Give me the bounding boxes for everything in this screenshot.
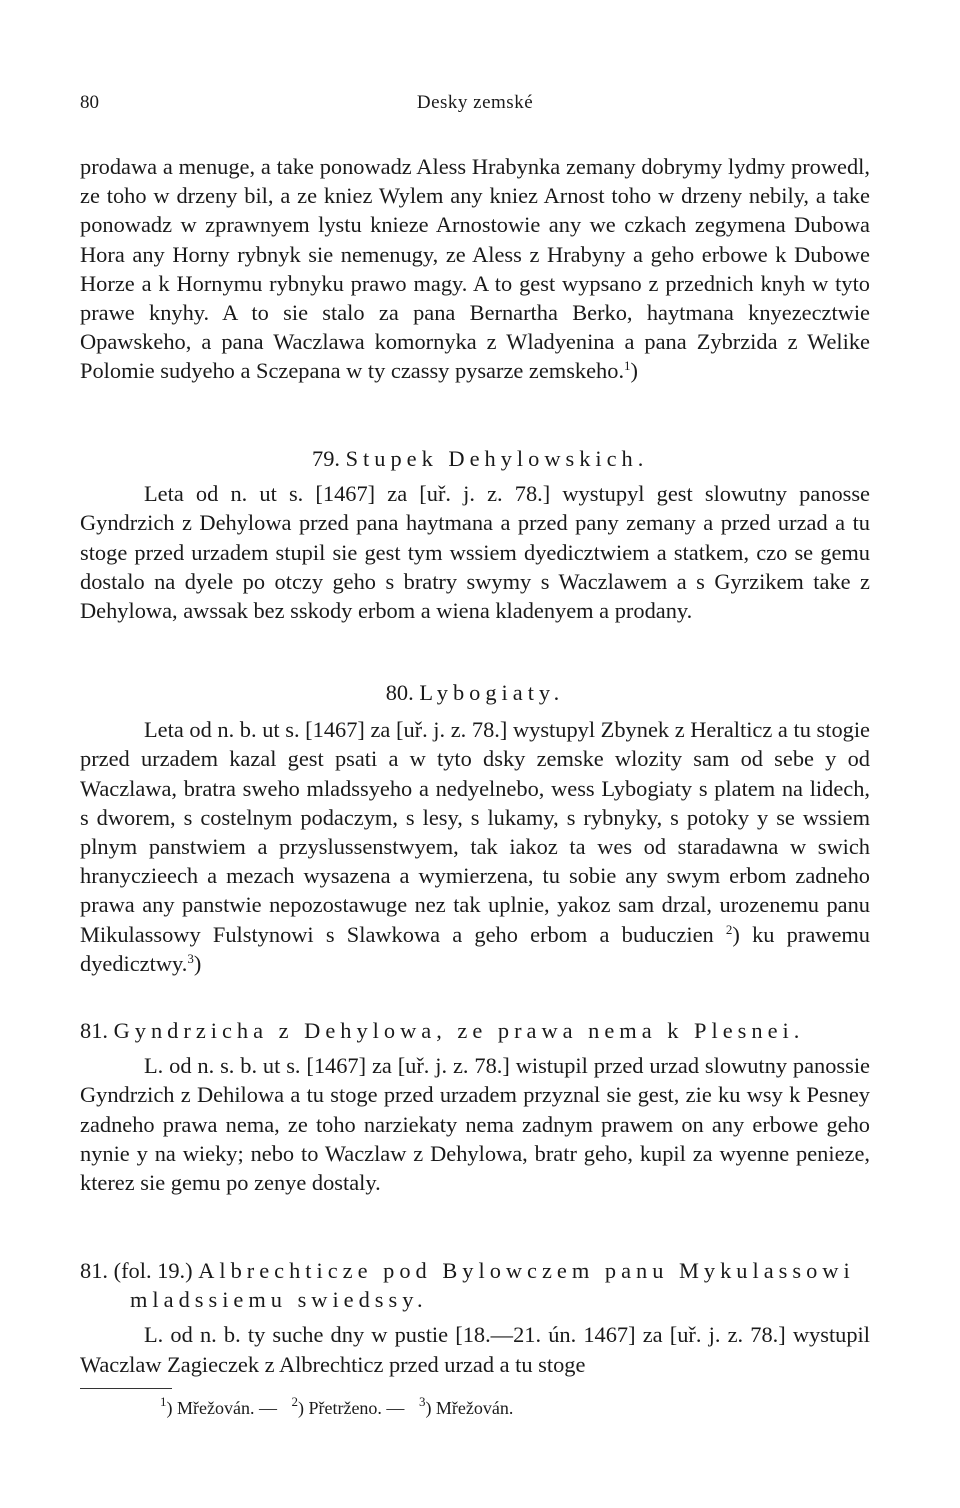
paragraph-continuation (80, 152, 870, 386)
running-title: Desky zemské (416, 92, 534, 113)
section-number: 81. (80, 1018, 108, 1043)
footnote-mark: 2 (291, 1394, 298, 1409)
page-header (80, 92, 870, 116)
section-text-cont: ) ku prawemu dyedicztwy. (80, 921, 870, 976)
section-79 (80, 444, 870, 625)
section-text: L. od n. s. b. ut s. [1467] za [uř. j. z. 78.] wistupil przed urzad slowutny panossie Gyndrzich z Dehilowa a tu stoge przed urzadem przyznal sie gest, zie ku wsy k Pesney zadneho prawa nema, ze toho narziekaty nema zadnym prawem on any erbowe geho nynie y na wieky; nebo to Waczlaw z Dehylowa, bratr geho, kupil za wyenne penieze, kterez sie gemu po zenye dostaly. (80, 1053, 870, 1196)
section-number: 80. (385, 680, 414, 705)
section-number: 81. (80, 1258, 108, 1283)
section-81-albrechticze (80, 1256, 870, 1379)
section-heading (80, 444, 870, 473)
footnote-ref-paren: ) (630, 358, 639, 384)
section-heading (80, 678, 870, 707)
footnote-mark: 1 (160, 1394, 167, 1409)
footnote-text: ) Mřežován. — (166, 1398, 277, 1418)
section-heading (80, 1016, 870, 1045)
footnote-mark: 3 (418, 1394, 426, 1409)
footnote-1 (160, 1396, 277, 1420)
footnote-divider (80, 1388, 172, 1389)
footnote-ref-paren: ) (193, 950, 202, 976)
footnote-3 (419, 1396, 513, 1420)
section-number: 79. (312, 446, 340, 471)
footnotes (160, 1396, 523, 1420)
paragraph-text: prodawa a menuge, a take ponowadz Aless Hrabynka zemany dobrymy lydmy prowedl, ze toho w drzeny bil, a ze kniez Wylem any kniez Arnost toho w drzeny nebily, a take ponowadz w zprawnyem lystu knieze Arnostowie any we czkach zegymena Dubowa Hora any Horny rybnyk sie nemenugy, ze Aless z Hrabyny a geho erbowe k Dubowe Horze a k Hornymu rybnyku prawo magy. A to gest wypsano z przednich knyh w tyto prawe knyhy. A to sie stalo za pana Bernartha Berko, haytmana knyezecztwie Opawskeho, a pana Waczlawa komornyka z Wladyenina a pana Zybrzida z Welike Polomie sudyeho a Sczepana w ty czassy pysarze zemskeho. (80, 154, 870, 384)
page-number: 80 (80, 92, 99, 113)
footnote-ref: 1 (624, 358, 631, 374)
section-title: Lybogiaty. (419, 680, 565, 705)
section-title: Stupek Dehylowskich. (345, 446, 649, 471)
section-81-plesnei (80, 1016, 870, 1197)
folio-ref: (fol. 19.) (113, 1258, 193, 1283)
section-80 (80, 678, 870, 978)
section-title: Gyndrzicha z Dehylowa, ze prawa nema k Plesnei. (113, 1018, 805, 1043)
footnote-ref: 3 (187, 950, 194, 966)
section-text: Leta od n. ut s. [1467] za [uř. j. z. 78.] wystupyl gest slowutny panosse Gyndrzich z Dehylowa przed pana haytmana a przed pany zemany a przed urzad a tu stoge przed urzadem stupil sie gest tym wssiem dyedicztwiem a statkem, czo se gemu dostalo na dyele po otczy geho s bratry swymy s Waczlawem a s Gyrzikem take z Dehylowa, awssak bez sskody erbom a wiena kladenyem a prodany. (80, 481, 870, 624)
section-title: Albrechticze pod Bylowczem panu Mykulassowi mladssiemu swiedssy. (130, 1258, 855, 1313)
section-heading (80, 1256, 870, 1314)
footnote-text: ) Mřežován. (425, 1398, 514, 1418)
footnote-2 (291, 1396, 404, 1420)
section-text: Leta od n. b. ut s. [1467] za [uř. j. z. 78.] wystupyl Zbynek z Heralticz a tu stogie przed urzadem kazal gest psati a w tyto dsky zemske wlozity sam od sebe y od Waczlawa, bratra sweho mladssyeho a nedyelnebo, wess Lybogiaty s platem na lidech, s dworem, s costelnym podaczym, s lesy, s lukamy, s rybnyky, s potoky y se wssiem plnym panstwiem a przyslussenstwyem, tak iakoz ta wes od staradawna w swich hranyczieech a mezach wysazena a wymierzena, tu sobie any swym erbom zadneho prawa any panstwie nepozostawuge nez tak uplnie, yakoz sam drzal, urozenemu panu Mikulassowy Fulstynowi s Slawkowa a geho erbom a buduczien (80, 717, 870, 947)
footnote-ref: 2 (725, 921, 733, 937)
section-text: L. od n. b. ty suche dny w pustie [18.—21. ún. 1467] za [uř. j. z. 78.] wystupil Waczlaw Zagieczek z Albrechticz przed urzad a tu stoge (80, 1322, 870, 1377)
footnote-text: ) Přetrženo. — (297, 1398, 405, 1418)
